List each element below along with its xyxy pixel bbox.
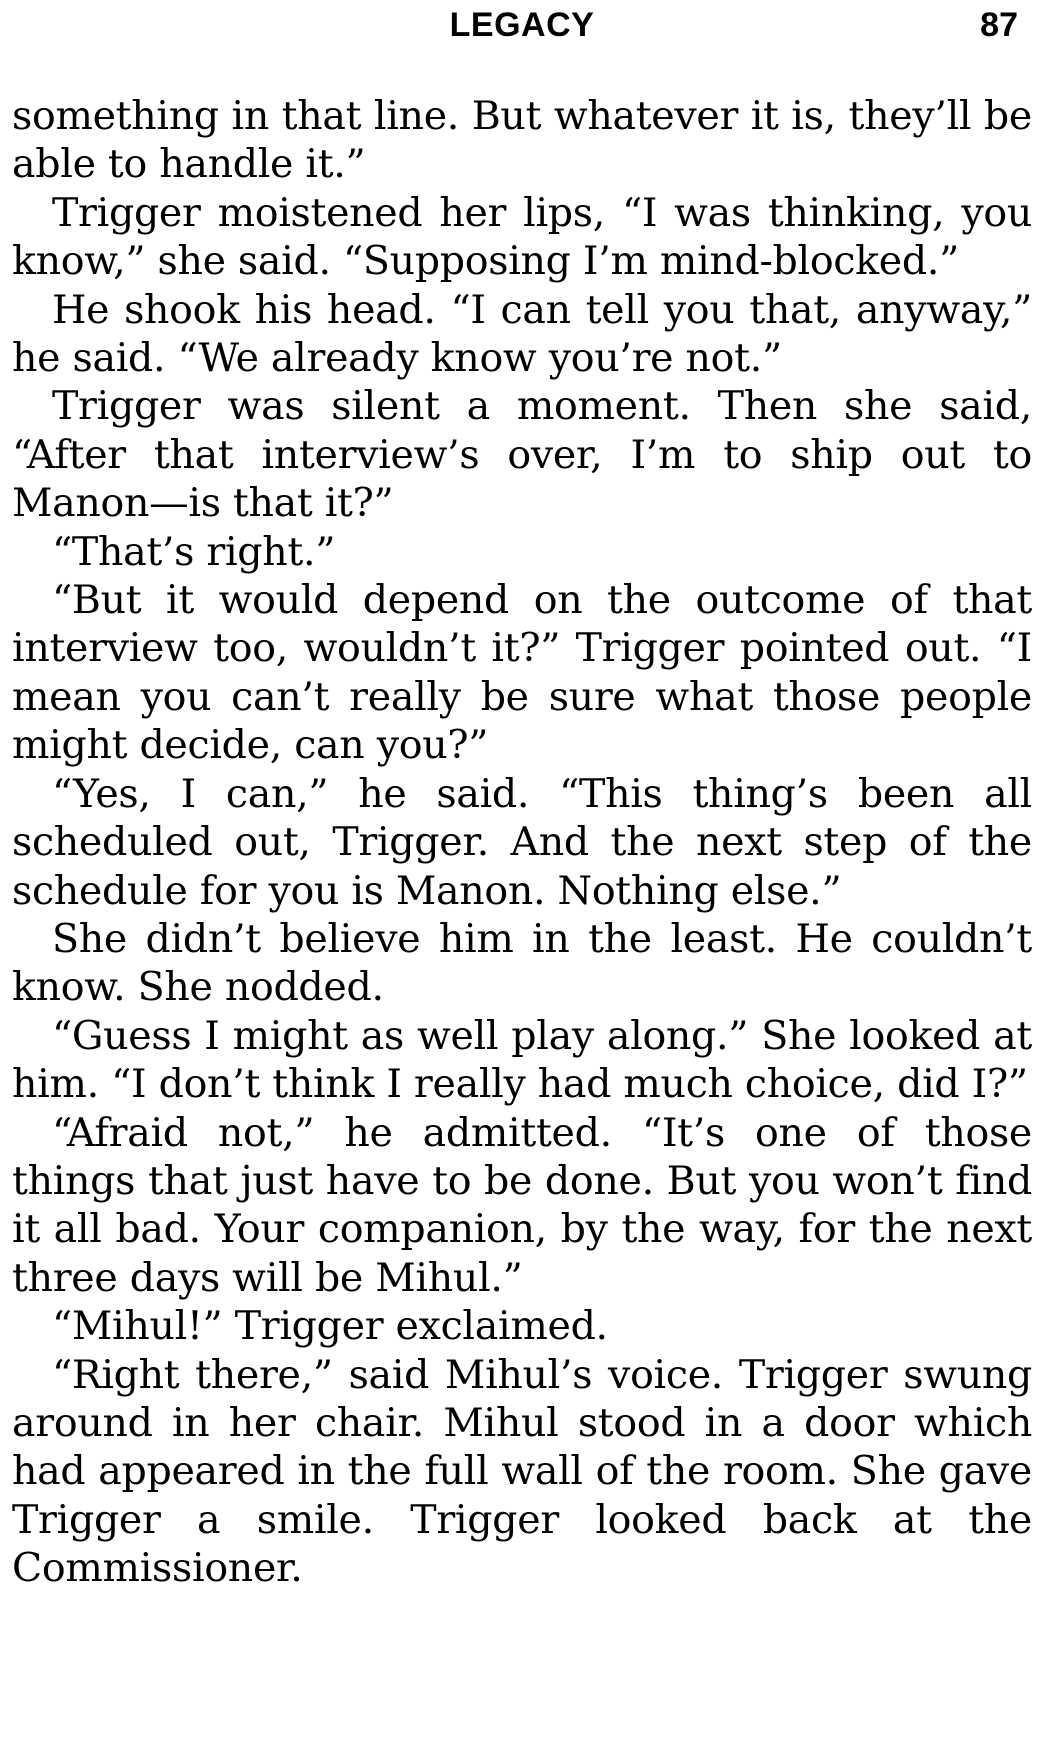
paragraph: “Afraid not,” he admitted. “It’s one of those things that just have to be done. But you won’t find it all bad. Your companion, by the way, for the next three days will be Mihul.” — [12, 1109, 1032, 1301]
running-head — [12, 0, 1032, 92]
paragraph: “Guess I might as well play along.” She looked at him. “I don’t think I really had much choice, did I?” — [12, 1012, 1032, 1108]
body-text — [12, 92, 1032, 1593]
paragraph: She didn’t believe him in the least. He couldn’t know. She nodded. — [12, 915, 1032, 1011]
paragraph: “Yes, I can,” he said. “This thing’s been all scheduled out, Trigger. And the next step of the schedule for you is Manon. Nothing else.” — [12, 770, 1032, 914]
paragraph: He shook his head. “I can tell you that, anyway,” he said. “We already know you’re not.” — [12, 286, 1032, 382]
page-number: 87 — [980, 6, 1018, 44]
paragraph: “Mihul!” Trigger exclaimed. — [52, 1303, 608, 1350]
paragraph: something in that line. But whatever it is, they’ll be able to handle it.” — [12, 93, 1032, 188]
paragraph: Trigger moistened her lips, “I was thinking, you know,” she said. “Supposing I’m mind-blocked.” — [12, 189, 1032, 285]
running-title: LEGACY — [449, 6, 595, 44]
paragraph: Trigger was silent a moment. Then she said, “After that interview’s over, I’m to ship out to Manon—is that it?” — [12, 383, 1032, 527]
paragraph: “That’s right.” — [52, 528, 336, 575]
paragraph: “But it would depend on the outcome of that interview too, wouldn’t it?” Trigger pointed out. “I mean you can’t really be sure what those people might decide, can you?” — [12, 577, 1032, 769]
paragraph: “Right there,” said Mihul’s voice. Trigger swung around in her chair. Mihul stood in a door which had appeared in the full wall of the room. She gave Trigger a smile. Trigger looked back at the Commissioner. — [12, 1351, 1032, 1592]
